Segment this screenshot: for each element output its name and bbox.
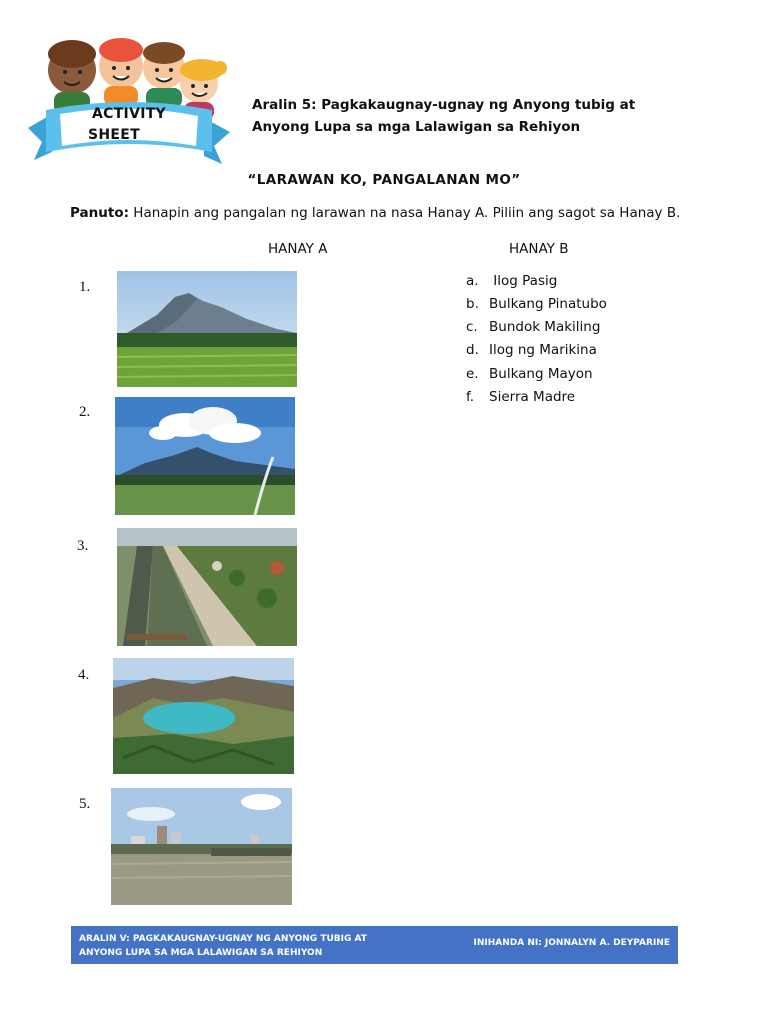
footer-lesson-text: ARALIN V: PAGKAKAUGNAY-UGNAY NG ANYONG TUBIG AT ANYONG LUPA SA MGA LALAWIGAN SA REHIYON <box>79 934 367 958</box>
choice-b <box>466 296 686 312</box>
choice-letter: f. <box>466 389 475 405</box>
column-a-heading: HANAY A <box>268 241 328 257</box>
choice-letter: d. <box>466 342 479 358</box>
choice-letter: e. <box>466 366 479 382</box>
lesson-title: Aralin 5: Pagkakaugnay-ugnay ng Anyong tubig at Anyong Lupa sa mga Lalawigan sa Rehiyon <box>252 97 636 135</box>
choice-letter: a. <box>466 273 479 289</box>
footer-author-text: INIHANDA NI: JONNALYN A. DEYPARINE <box>473 938 670 948</box>
photo-crater-lake <box>113 658 294 774</box>
choice-f <box>466 389 686 405</box>
footer-bar <box>71 926 678 964</box>
choice-c <box>466 319 686 335</box>
directions <box>70 205 710 221</box>
item-number: 2. <box>79 404 91 420</box>
choice-text: Ilog ng Marikina <box>489 342 597 358</box>
choice-text: Bulkang Pinatubo <box>489 296 607 312</box>
item-number: 3. <box>77 538 89 554</box>
choice-text: Bundok Makiling <box>489 319 601 335</box>
item-number: 1. <box>79 279 91 295</box>
photo-river-city-skyline <box>111 788 292 905</box>
activity-title: “LARAWAN KO, PANGALANAN MO” <box>247 172 521 188</box>
item-number: 4. <box>78 667 90 683</box>
photo-river-city-aerial <box>117 528 297 646</box>
choice-text: Bulkang Mayon <box>489 366 593 382</box>
photo-mountain-rice-field <box>117 271 297 387</box>
activity-sheet-logo <box>24 28 234 178</box>
choice-d <box>466 342 686 358</box>
choice-e <box>466 366 686 382</box>
choice-a <box>466 273 686 289</box>
kids-illustration <box>24 28 234 178</box>
choice-text: Sierra Madre <box>489 389 576 405</box>
choice-letter: c. <box>466 319 478 335</box>
logo-line-activity: ACTIVITY <box>92 106 166 122</box>
directions-text: Hanapin ang pangalan ng larawan na nasa Hanay A. Piliin ang sagot sa Hanay B. <box>129 205 681 221</box>
directions-label: Panuto: <box>70 205 129 221</box>
item-number: 5. <box>79 796 91 812</box>
choice-text: Ilog Pasig <box>489 273 558 289</box>
column-b-heading: HANAY B <box>509 241 569 257</box>
photo-mountain-clouds <box>115 397 295 515</box>
choice-letter: b. <box>466 296 479 312</box>
logo-line-sheet: SHEET <box>88 127 140 143</box>
